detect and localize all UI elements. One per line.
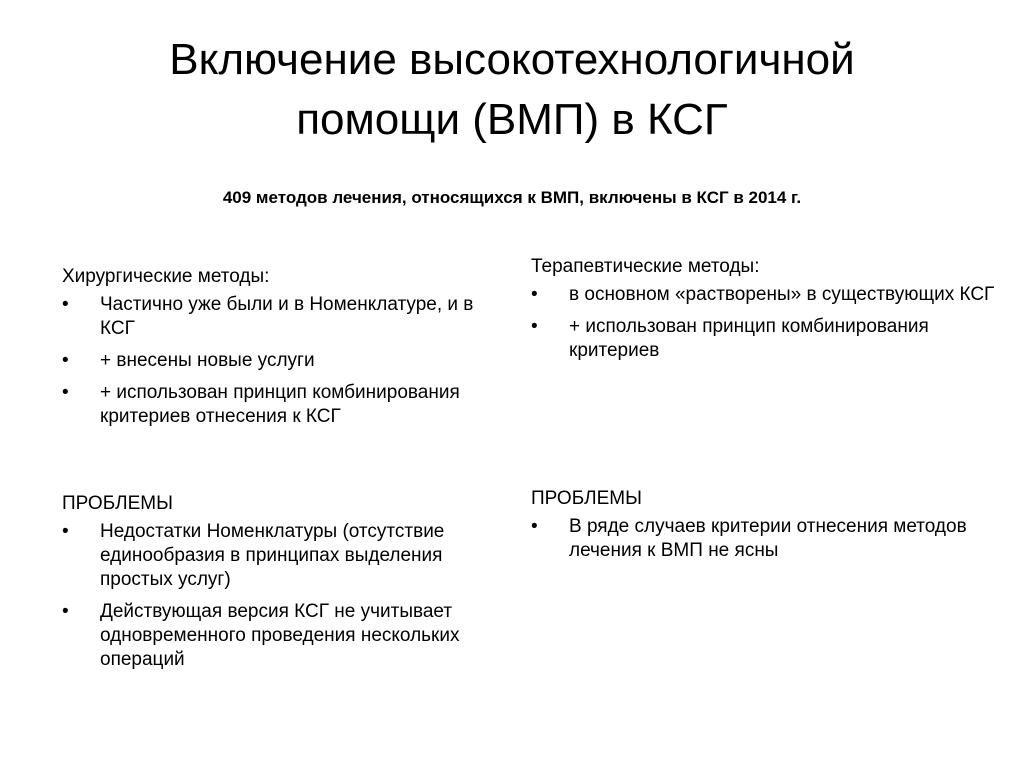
therapeutic-methods-heading: Терапевтические методы: (531, 256, 760, 277)
therapeutic-problems-heading: ПРОБЛЕМЫ (531, 488, 642, 509)
list-item (531, 283, 1001, 307)
surgical-problems-list (62, 520, 502, 672)
list-item (62, 349, 502, 373)
list-item (62, 520, 502, 592)
list-item-text: Недостатки Номенклатуры (отсутствие единообразия в принципах выделения простых услуг) (100, 521, 445, 590)
bullet-icon: • (62, 294, 69, 315)
surgical-methods-block (62, 265, 502, 437)
slide-title (60, 30, 964, 150)
list-item (62, 381, 502, 429)
slide-subtitle: 409 методов лечения, относящихся к ВМП, включены в КСГ в 2014 г. (222, 188, 802, 207)
therapeutic-problems-list (531, 515, 1001, 563)
list-item-text: + использован принцип комбинирования критериев (569, 316, 929, 361)
slide-title-line-2: помощи (ВМП) в КСГ (296, 95, 728, 144)
surgical-problems-block (62, 492, 502, 680)
bullet-icon: • (531, 516, 538, 537)
surgical-methods-heading: Хирургические методы: (62, 266, 270, 287)
list-item-text: в основном «растворены» в существующих КСГ (569, 284, 995, 305)
list-item-text: + использован принцип комбинирования критериев отнесения к КСГ (100, 382, 460, 427)
therapeutic-problems-block (531, 487, 1001, 571)
list-item (531, 315, 1001, 363)
list-item-text: Действующая версия КСГ не учитывает одновременного проведения нескольких операций (100, 601, 460, 670)
bullet-icon: • (62, 601, 69, 622)
therapeutic-methods-list (531, 283, 1001, 363)
bullet-icon: • (62, 350, 69, 371)
list-item (62, 293, 502, 341)
slide-title-line-1: Включение высокотехнологичной (169, 35, 855, 84)
surgical-methods-list (62, 293, 502, 429)
bullet-icon: • (531, 284, 538, 305)
list-item (62, 600, 502, 672)
bullet-icon: • (62, 521, 69, 542)
bullet-icon: • (62, 382, 69, 403)
list-item-text: + внесены новые услуги (100, 350, 315, 371)
list-item (531, 515, 1001, 563)
bullet-icon: • (531, 316, 538, 337)
list-item-text: В ряде случаев критерии отнесения методов лечения к ВМП не ясны (569, 516, 967, 561)
therapeutic-methods-block (531, 255, 1001, 371)
list-item-text: Частично уже были и в Номенклатуре, и в КСГ (100, 294, 474, 339)
surgical-problems-heading: ПРОБЛЕМЫ (62, 493, 173, 514)
